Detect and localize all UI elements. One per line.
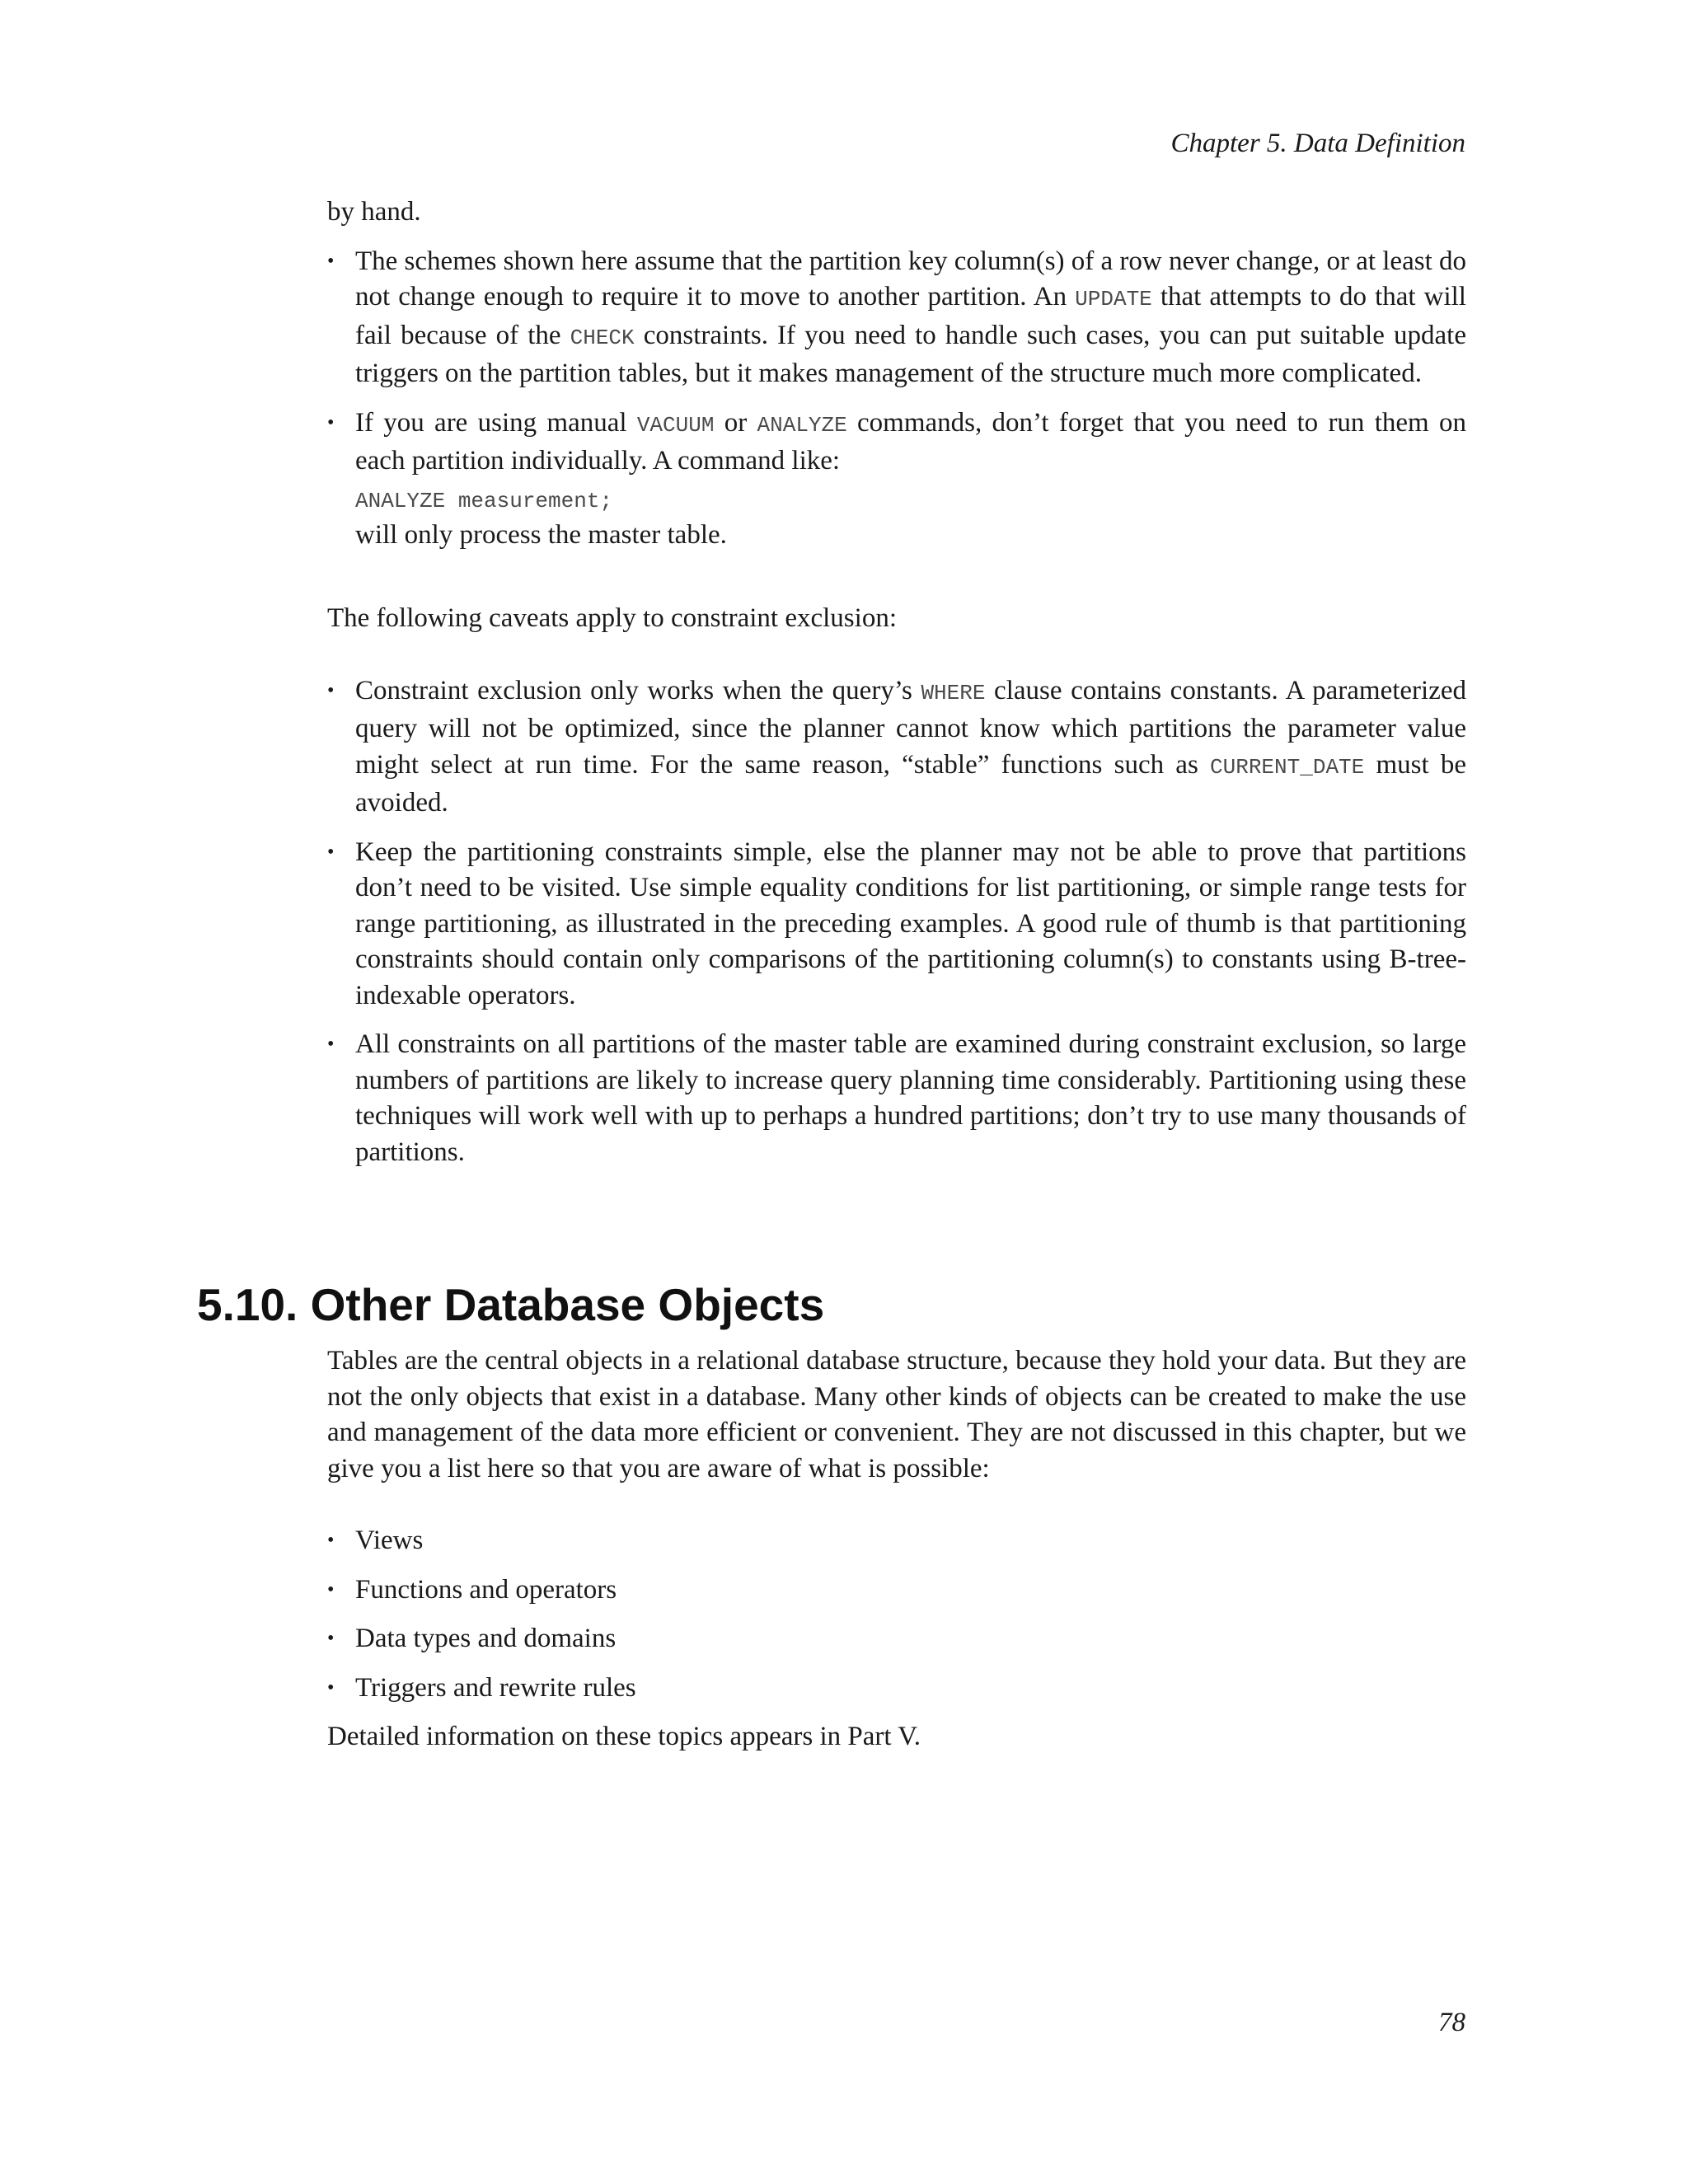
list-item — [327, 244, 1466, 392]
text-run: The schemes shown here assume that the partition key column(s) of a row never change, or at least do not change enough to require it to move to another partition. An — [355, 246, 1466, 312]
bullet-icon: • — [327, 1676, 335, 1699]
bullet-icon: • — [327, 1628, 335, 1649]
bullet-icon: • — [327, 841, 335, 863]
running-head: Chapter 5. Data Definition — [1170, 129, 1465, 158]
list-item — [327, 673, 1466, 822]
bullet-icon: • — [327, 679, 335, 701]
text-run: All constraints on all partitions of the master table are examined during constraint exclusion, so large numbers of partitions are likely to increase query planning time considerably. Partitioning using these techniques will work well with up to perhaps a hundred partitions; don’t try to use many thousands of partitions. — [355, 1029, 1466, 1167]
section-title: 5.10. Other Database Objects — [197, 1279, 825, 1330]
inline-code: VACUUM — [636, 412, 715, 438]
bullet-icon: • — [327, 1578, 335, 1601]
list-item — [327, 1621, 1466, 1657]
inline-code: ANALYZE — [757, 412, 847, 438]
bullet-icon: • — [327, 1530, 335, 1551]
list-item-label: Data types and domains — [355, 1624, 617, 1653]
page-content — [197, 194, 1467, 1755]
text-run: Keep the partitioning constraints simple, else the planner may not be able to prove that partitions don’t need to be visited. Use simple equality conditions for list partitioning, or simple range tests for range partitioning, as illustrated in the preceding examples. A good rule of thumb is that partitioning constraints should contain only comparisons of the partitioning column(s) to constants using B-tree-indexable operators. — [355, 837, 1466, 1010]
list-item — [327, 405, 1466, 554]
inline-code: CURRENT_DATE — [1210, 754, 1365, 780]
page-number: 78 — [1438, 2008, 1465, 2037]
text-run: commands, don’t forget that you need to run them on each partition individually. A command like: — [355, 407, 1466, 476]
partition-notes-list — [327, 244, 1466, 554]
list-item — [327, 1027, 1466, 1170]
text-run: constraints. If you need to handle such cases, you can put suitable update triggers on the partition tables, but it makes management of the structure much more complicated. — [355, 320, 1466, 388]
inline-code: UPDATE — [1075, 287, 1152, 312]
text-run: clause contains constants. A parameterized query will not be optimized, since the planner cannot know which partitions the parameter value might select at run time. For the same reason, “stable” functions such as — [355, 675, 1466, 780]
list-item — [327, 835, 1466, 1015]
section-intro: Tables are the central objects in a relational database structure, because they hold your data. But they are not the only objects that exist in a database. Many other kinds of objects can be created to make the use and management of the data more efficient or convenient. They are not discussed in this chapter, but we give you a list here so that you are aware of what is possible: — [327, 1346, 1466, 1483]
text-run: must be avoided. — [355, 749, 1467, 818]
continuation-text: by hand. — [327, 197, 421, 227]
text-run: If you are using manual — [355, 407, 637, 438]
list-item-label: Views — [355, 1526, 424, 1555]
list-item-label: Functions and operators — [355, 1574, 617, 1605]
caveats-list — [327, 673, 1466, 1171]
text-run: or — [714, 407, 757, 438]
bullet-icon: • — [327, 1033, 335, 1055]
inline-code: WHERE — [921, 680, 986, 705]
list-item — [327, 1671, 1466, 1707]
text-run: Constraint exclusion only works when the query’s — [355, 675, 921, 705]
code-example: ANALYZE measurement; — [355, 488, 613, 513]
inline-code: CHECK — [570, 325, 635, 350]
list-item — [327, 1572, 1466, 1609]
bullet-icon: • — [327, 411, 335, 434]
list-item — [327, 1523, 1466, 1559]
text-run: that attempts to do that will fail because of the — [355, 282, 1466, 350]
code-explanation: will only process the master table. — [355, 519, 727, 550]
caveats-intro: The following caveats apply to constraint exclusion: — [327, 603, 897, 633]
section-closing: Detailed information on these topics appears in Part V. — [327, 1722, 921, 1751]
bullet-icon: • — [327, 250, 335, 272]
database-objects-list — [327, 1523, 1466, 1706]
list-item-label: Triggers and rewrite rules — [355, 1672, 636, 1703]
